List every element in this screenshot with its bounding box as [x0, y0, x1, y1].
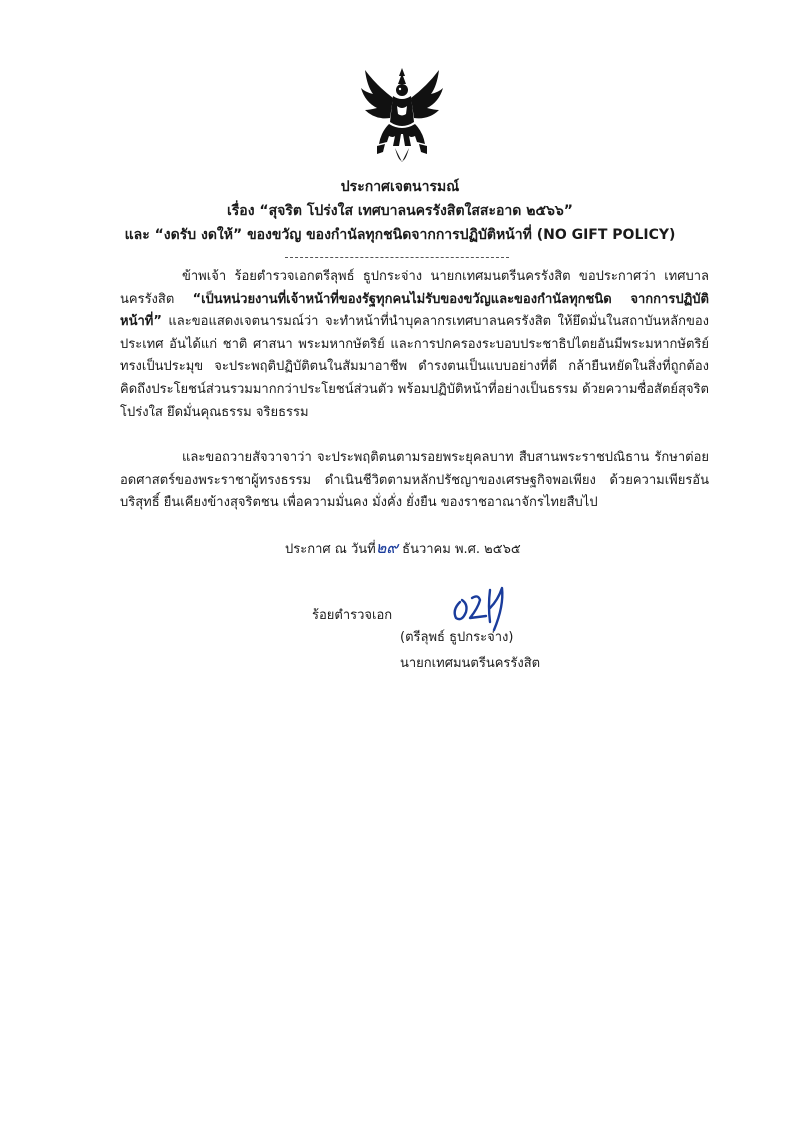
signer-position: นายกเทศมนตรีนครรังสิต [400, 656, 541, 671]
announcement-day: ๒๙ [375, 538, 398, 557]
announcement-line [285, 536, 521, 561]
garuda-emblem-icon [359, 66, 445, 174]
subject-line-2: และ “งดรับ งดให้” ของขวัญ ของกำนัลทุกชนิดจากการปฏิบัติหน้าที่ (NO GIFT POLICY) [124, 227, 676, 243]
signer-rank: ร้อยตำรวจเอก [312, 608, 393, 623]
paragraph-1-intro: ข้าพเจ้า ร้อยตำรวจเอกตรีลุพธ์ ธูปกระจ่าง นายกเทศมนตรีนครรังสิต ขอประกาศว่า เทศบาลนครรังสิต [120, 269, 709, 307]
announcement-prefix: ประกาศ ณ วันที่ [285, 542, 376, 557]
paragraph-1 [120, 266, 709, 424]
handwritten-signature [446, 582, 522, 632]
signer-name: (ตรีลุพธ์ ธูปกระจ่าง) [400, 630, 514, 645]
announcement-date: ธันวาคม พ.ศ. ๒๕๖๕ [402, 542, 521, 557]
paragraph-2: และขอถวายสัจวาจาว่า จะประพฤติตนตามรอยพระยุคลบาท สืบสานพระราชปณิธาน รักษาต่อยอดศาสตร์ของพระราชาผู้ทรงธรรม ดำเนินชีวิตตามหลักปรัชญาของเศรษฐกิจพอเพียง ด้วยความเพียรอันบริสุทธิ์ ยืนเคียงข้างสุจริตชน เพื่อความมั่นคง มั่งคั่ง ยั่งยืน ของราชอาณาจักรไทยสืบไป [120, 450, 709, 511]
paragraph-1-body: และขอแสดงเจตนารมณ์ว่า จะทำหน้าที่นำบุคลากรเทศบาลนครรังสิต ให้ยึดมั่นในสถาบันหลักของประเทศ อันได้แก่ ชาติ ศาสนา พระมหากษัตริย์ และการปกครองระบอบประชาธิปไตยอันมีพระมหากษัตริย์ทรงเป็นประมุข จะประพฤติปฏิบัติตนในสัมมาอาชีพ ดำรงตนเป็นแบบอย่างที่ดี กล้ายืนหยัดในสิ่งที่ถูกต้อง คิดถึงประโยชน์ส่วนรวมมากกว่าประโยชน์ส่วนตัว พร้อมปฏิบัติหน้าที่อย่างเป็นธรรม ด้วยความซื่อสัตย์สุจริต โปร่งใส ยึดมั่นคุณธรรม จริยธรรม [120, 314, 709, 420]
document-title: ประกาศเจตนารมณ์ [340, 179, 460, 195]
subject-line: เรื่อง “สุจริต โปร่งใส เทศบาลนครรังสิตใสสะอาด ๒๕๖๖” [226, 203, 574, 219]
divider-line [285, 257, 509, 258]
paragraph-1-emphasis: “เป็นหน่วยงานที่เจ้าหน้าที่ของรัฐทุกคนไม่รับของขวัญและของกำนัลทุกชนิด จากการปฏิบัติหน้าที่” [120, 291, 709, 330]
